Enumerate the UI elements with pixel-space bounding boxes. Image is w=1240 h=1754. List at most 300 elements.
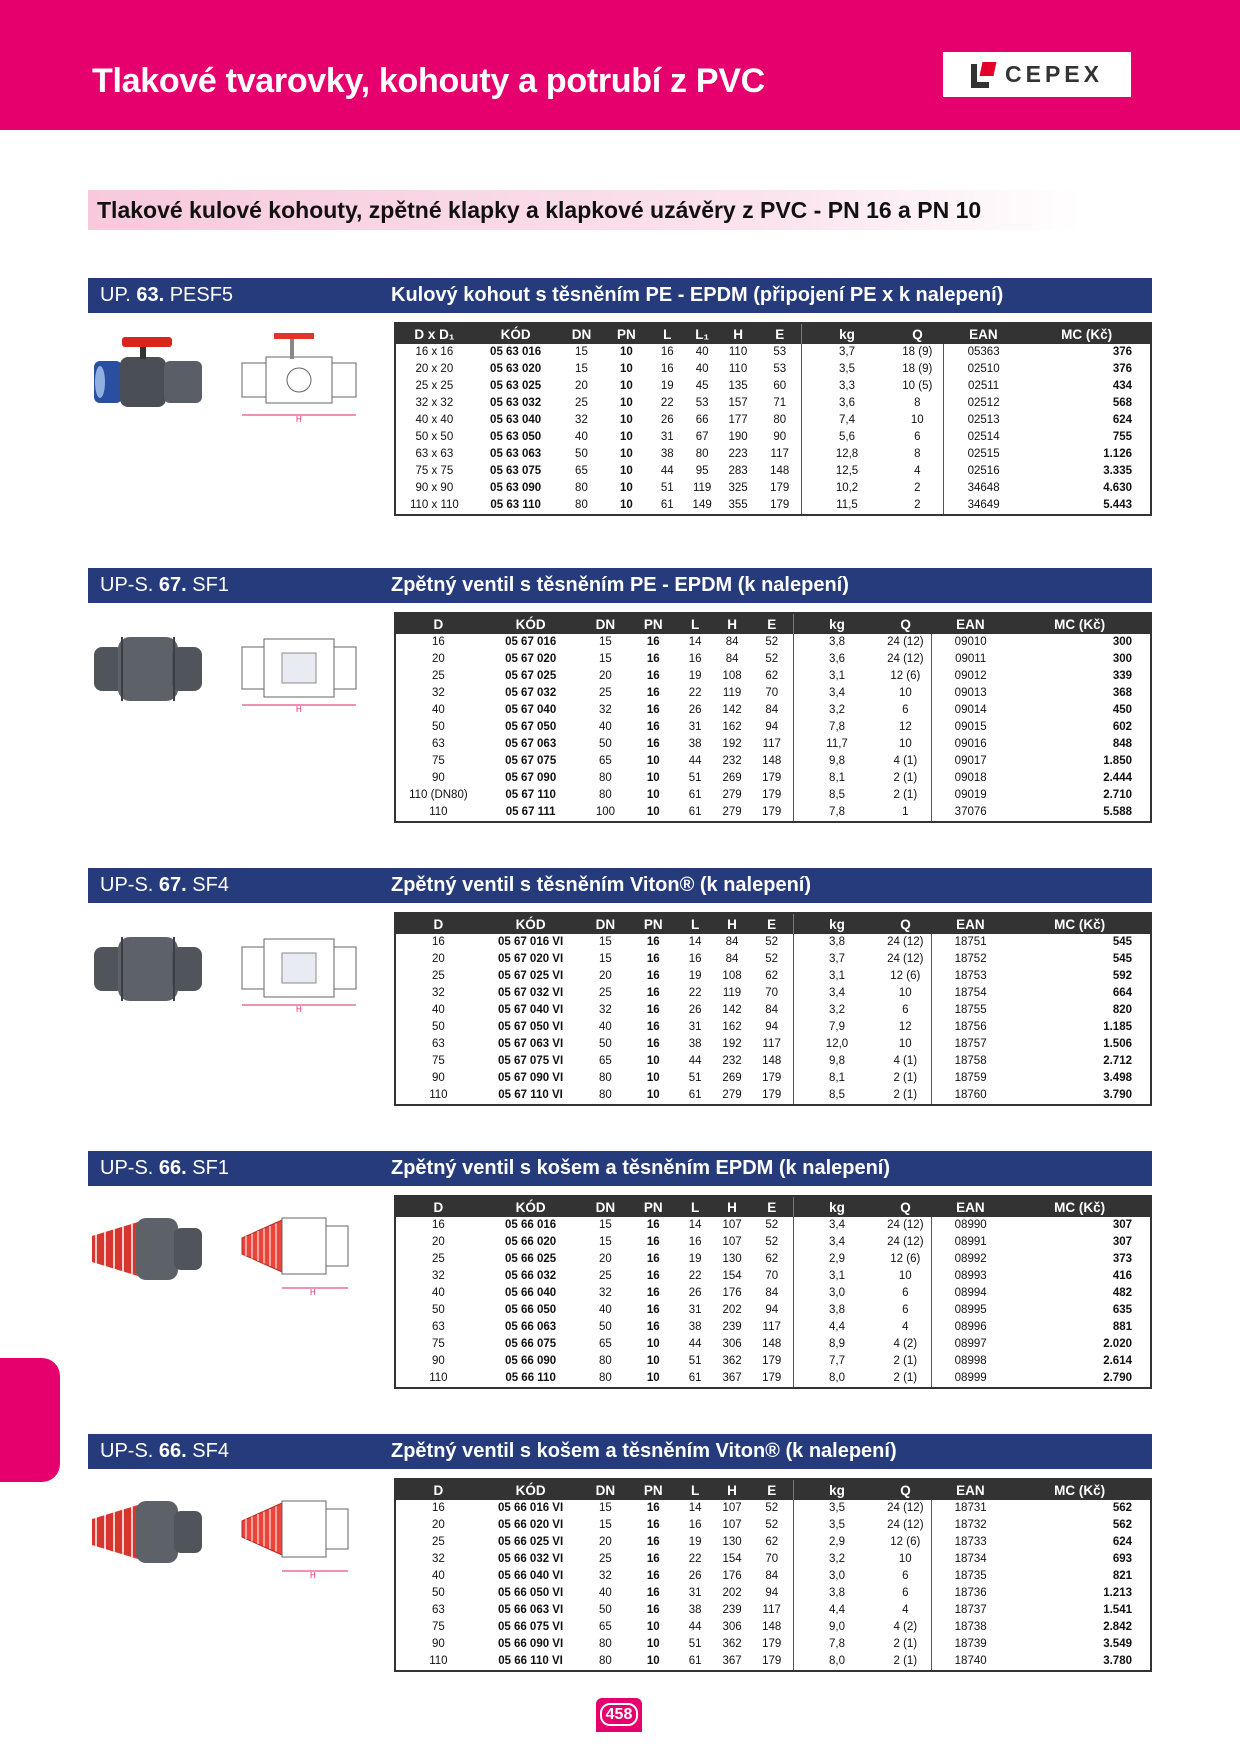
table-cell: 10 xyxy=(646,1621,660,1633)
table-cell: 18 (9) xyxy=(902,363,933,375)
table-cell: 4 (2) xyxy=(893,1338,918,1350)
table-cell: 8,5 xyxy=(794,787,880,804)
table-cell: 50 xyxy=(598,1038,612,1050)
table-cell: 7,7 xyxy=(794,1353,880,1370)
table-cell: 08994 xyxy=(932,1285,1010,1302)
table-row xyxy=(395,1285,1151,1302)
table-cell: 18754 xyxy=(931,985,1009,1002)
table-cell: 820 xyxy=(1112,1004,1132,1016)
table-cell: 16 xyxy=(660,363,674,375)
table-cell: 110 xyxy=(728,346,748,358)
table-cell: 18733 xyxy=(932,1534,1010,1551)
table-cell: 148 xyxy=(762,1621,782,1633)
section-code-prefix: UP. xyxy=(100,284,137,306)
table-cell: 279 xyxy=(722,1089,742,1101)
spec-table xyxy=(394,1478,1152,1672)
table-cell: 80 xyxy=(598,1638,612,1650)
section-title: Zpětný ventil s těsněním PE - EPDM (k nalepení) xyxy=(391,574,849,596)
table-cell: 12 (6) xyxy=(890,1536,921,1548)
table-cell: 192 xyxy=(722,1038,742,1050)
table-cell: 61 xyxy=(688,1655,702,1667)
table-cell: 05 67 025 xyxy=(505,670,557,682)
table-cell: 306 xyxy=(722,1621,742,1633)
table-cell: 37076 xyxy=(932,804,1010,822)
table-cell: 16 xyxy=(646,1587,660,1599)
table-row xyxy=(395,1568,1151,1585)
table-cell: 05 66 090 VI xyxy=(497,1638,564,1650)
table-cell: 179 xyxy=(762,1638,782,1650)
table-cell: 3,8 xyxy=(794,1585,880,1602)
column-header: PN xyxy=(630,913,676,934)
svg-text:H: H xyxy=(296,1005,302,1013)
table-cell: 40 xyxy=(431,1287,445,1299)
table-cell: 592 xyxy=(1112,970,1132,982)
table-cell: 149 xyxy=(692,499,712,511)
table-cell: 84 xyxy=(725,636,739,648)
column-header: H xyxy=(714,1479,750,1500)
table-cell: 19 xyxy=(688,970,702,982)
table-row xyxy=(395,1534,1151,1551)
table-cell: 08998 xyxy=(932,1353,1010,1370)
table-cell: 300 xyxy=(1112,636,1132,648)
column-header: Q xyxy=(880,1196,932,1217)
table-cell: 3.549 xyxy=(1103,1638,1132,1650)
table-cell: 80 xyxy=(773,414,787,426)
table-cell: 3,7 xyxy=(802,344,892,361)
table-cell: 90 xyxy=(431,1355,445,1367)
table-row xyxy=(395,1002,1151,1019)
table-cell: 50 xyxy=(432,721,445,733)
table-cell: 05 63 040 xyxy=(490,414,542,426)
table-cell: 110 x 110 xyxy=(409,499,459,511)
table-cell: 179 xyxy=(770,482,790,494)
table-cell: 117 xyxy=(762,1604,781,1616)
table-cell: 110 xyxy=(429,1089,448,1101)
table-cell: 31 xyxy=(688,1304,702,1316)
section-code-suffix: SF1 xyxy=(186,574,229,596)
table-cell: 279 xyxy=(722,806,742,818)
table-cell: 7,4 xyxy=(802,412,892,429)
table-cell: 624 xyxy=(1112,1536,1132,1548)
table-cell: 05 67 111 xyxy=(505,806,556,818)
table-cell: 25 xyxy=(598,1553,612,1565)
table-cell: 2.710 xyxy=(1103,789,1132,801)
table-cell: 32 xyxy=(431,1270,445,1282)
table-cell: 53 xyxy=(773,346,787,358)
table-cell: 602 xyxy=(1112,721,1132,733)
table-cell: 65 xyxy=(575,465,588,477)
table-cell: 84 xyxy=(765,704,779,716)
table-cell: 2,9 xyxy=(794,1534,880,1551)
column-header: kg xyxy=(794,613,880,634)
section-code xyxy=(100,574,229,597)
table-cell: 162 xyxy=(722,721,742,733)
table-row xyxy=(395,1217,1151,1234)
page-header xyxy=(0,0,1240,130)
table-cell: 12 xyxy=(898,721,912,733)
table-cell: 8,0 xyxy=(794,1653,880,1671)
table-cell: 20 xyxy=(431,1236,445,1248)
table-cell: 16 xyxy=(646,1253,660,1265)
table-cell: 05 63 110 xyxy=(490,499,541,511)
table-row xyxy=(395,1036,1151,1053)
table-cell: 108 xyxy=(722,970,742,982)
table-cell: 10 xyxy=(619,431,633,443)
table-cell: 44 xyxy=(688,1621,702,1633)
table-cell: 05 66 050 VI xyxy=(497,1587,564,1599)
table-cell: 16 xyxy=(646,1502,660,1514)
table-row xyxy=(395,1302,1151,1319)
table-cell: 22 xyxy=(688,1270,702,1282)
cepex-logo xyxy=(943,52,1131,97)
table-cell: 94 xyxy=(765,1587,779,1599)
table-cell: 2 xyxy=(914,499,921,511)
table-cell: 3.790 xyxy=(1103,1089,1132,1101)
table-cell: 05 67 025 VI xyxy=(497,970,564,982)
table-cell: 05 67 040 VI xyxy=(497,1004,564,1016)
table-cell: 24 (12) xyxy=(887,636,924,648)
table-cell: 15 xyxy=(599,653,612,665)
table-row xyxy=(395,787,1151,804)
page-subtitle: Tlakové kulové kohouty, zpětné klapky a klapkové uzávěry z PVC - PN 16 a PN 10 xyxy=(97,197,982,223)
table-cell: 50 xyxy=(598,1604,612,1616)
table-cell: 52 xyxy=(765,936,779,948)
table-header-row xyxy=(395,913,1151,934)
table-cell: 50 xyxy=(431,1304,445,1316)
table-cell: 562 xyxy=(1112,1519,1132,1531)
table-cell: 05 67 040 xyxy=(505,704,557,716)
table-cell: 15 xyxy=(598,1502,612,1514)
table-cell: 70 xyxy=(765,1270,779,1282)
table-cell: 12 (6) xyxy=(890,970,921,982)
table-cell: 19 xyxy=(688,1253,702,1265)
table-cell: 179 xyxy=(762,789,782,801)
table-cell: 14 xyxy=(688,1219,702,1231)
column-header: Q xyxy=(880,1479,932,1500)
table-cell: 02512 xyxy=(943,395,1023,412)
table-cell: 110 xyxy=(429,806,448,818)
column-header: kg xyxy=(802,323,892,344)
table-cell: 8,9 xyxy=(794,1336,880,1353)
spec-table xyxy=(394,912,1152,1106)
table-cell: 20 xyxy=(599,670,612,682)
column-header: MC (Kč) xyxy=(1009,913,1151,934)
table-cell: 61 xyxy=(688,806,702,818)
table-cell: 16 xyxy=(646,1270,660,1282)
table-cell: 08997 xyxy=(932,1336,1010,1353)
table-cell: 119 xyxy=(722,687,742,699)
table-cell: 179 xyxy=(762,1089,782,1101)
table-cell: 5,6 xyxy=(802,429,892,446)
table-cell: 117 xyxy=(762,1321,781,1333)
table-header-row xyxy=(395,1196,1151,1217)
table-header-row xyxy=(395,323,1151,344)
table-cell: 32 xyxy=(575,414,588,426)
table-cell: 52 xyxy=(765,653,779,665)
table-cell: 10 xyxy=(619,380,633,392)
table-row xyxy=(395,1619,1151,1636)
table-cell: 63 xyxy=(431,1321,445,1333)
table-cell: 107 xyxy=(722,1236,742,1248)
table-cell: 154 xyxy=(722,1270,742,1282)
table-cell: 10 xyxy=(646,1089,660,1101)
table-cell: 05 66 032 xyxy=(504,1270,557,1282)
table-cell: 09012 xyxy=(932,668,1010,685)
table-row xyxy=(395,1268,1151,1285)
table-cell: 31 xyxy=(688,1587,702,1599)
table-cell: 2 (1) xyxy=(893,772,918,784)
column-header: DN xyxy=(580,1196,630,1217)
table-cell: 84 xyxy=(725,936,739,948)
table-cell: 02510 xyxy=(943,361,1023,378)
table-row xyxy=(395,1251,1151,1268)
table-row xyxy=(395,344,1151,361)
table-cell: 16 xyxy=(646,1038,660,1050)
svg-text:H: H xyxy=(310,1571,316,1579)
svg-text:H: H xyxy=(310,1288,316,1296)
table-cell: 50 xyxy=(431,1021,445,1033)
table-cell: 3,4 xyxy=(794,1234,880,1251)
table-row xyxy=(395,1585,1151,1602)
table-cell: 3,5 xyxy=(794,1500,880,1517)
table-cell: 635 xyxy=(1112,1304,1132,1316)
table-cell: 16 xyxy=(646,1553,660,1565)
table-cell: 62 xyxy=(765,1536,779,1548)
table-cell: 32 xyxy=(598,1287,612,1299)
table-cell: 18 (9) xyxy=(902,346,933,358)
column-header: D xyxy=(395,913,481,934)
table-cell: 62 xyxy=(765,670,779,682)
table-cell: 40 xyxy=(695,363,709,375)
table-cell: 3,4 xyxy=(794,985,880,1002)
table-cell: 02514 xyxy=(943,429,1023,446)
table-cell: 15 xyxy=(599,636,612,648)
table-cell: 05 66 020 VI xyxy=(497,1519,564,1531)
table-cell: 05 67 075 VI xyxy=(497,1055,564,1067)
table-row xyxy=(395,395,1151,412)
table-cell: 52 xyxy=(765,1236,779,1248)
table-cell: 9,8 xyxy=(794,1053,880,1070)
table-cell: 05 67 075 xyxy=(505,755,557,767)
table-cell: 67 xyxy=(695,431,709,443)
column-header: KÓD xyxy=(481,613,581,634)
table-cell: 05 66 016 xyxy=(504,1219,557,1231)
column-header: E xyxy=(750,913,794,934)
table-cell: 14 xyxy=(688,936,702,948)
table-cell: 26 xyxy=(688,704,702,716)
table-cell: 32 xyxy=(431,987,445,999)
table-cell: 2 (1) xyxy=(893,789,918,801)
table-cell: 1.126 xyxy=(1103,448,1132,460)
spec-table xyxy=(394,1195,1152,1389)
table-cell: 142 xyxy=(722,1004,742,1016)
table-cell: 18752 xyxy=(931,951,1009,968)
table-cell: 08993 xyxy=(932,1268,1010,1285)
table-cell: 02515 xyxy=(943,446,1023,463)
table-cell: 8,5 xyxy=(794,1087,880,1105)
table-cell: 20 x 20 xyxy=(415,363,454,375)
table-cell: 821 xyxy=(1112,1570,1132,1582)
section-title: Kulový kohout s těsněním PE - EPDM (připojení PE x k nalepení) xyxy=(391,284,1004,306)
table-cell: 19 xyxy=(688,1536,702,1548)
table-cell: 80 xyxy=(598,1089,612,1101)
table-cell: 8,1 xyxy=(794,770,880,787)
table-cell: 154 xyxy=(722,1553,742,1565)
column-header: KÓD xyxy=(481,913,581,934)
table-cell: 279 xyxy=(722,789,742,801)
table-cell: 84 xyxy=(765,1004,779,1016)
table-cell: 848 xyxy=(1112,738,1132,750)
table-cell: 3,1 xyxy=(794,668,880,685)
table-cell: 3.780 xyxy=(1103,1655,1132,1667)
table-cell: 1 xyxy=(902,806,909,818)
table-cell: 307 xyxy=(1112,1219,1132,1231)
table-cell: 10 xyxy=(619,397,633,409)
table-cell: 31 xyxy=(688,721,702,733)
table-cell: 117 xyxy=(770,448,789,460)
table-cell: 16 xyxy=(646,1570,660,1582)
table-cell: 05 67 110 VI xyxy=(498,1089,563,1101)
table-cell: 7,8 xyxy=(794,719,880,736)
table-cell: 05 67 063 xyxy=(505,738,557,750)
table-cell: 61 xyxy=(688,789,702,801)
table-cell: 10 xyxy=(646,806,660,818)
table-cell: 8 xyxy=(914,448,921,460)
table-cell: 3,7 xyxy=(794,951,880,968)
table-row xyxy=(395,736,1151,753)
table-cell: 10 xyxy=(646,1072,660,1084)
column-header: PN xyxy=(630,1479,676,1500)
table-row xyxy=(395,1087,1151,1105)
table-cell: 80 xyxy=(598,1655,612,1667)
table-cell: 53 xyxy=(773,363,787,375)
table-cell: 09017 xyxy=(932,753,1010,770)
column-header: H xyxy=(718,323,758,344)
table-row xyxy=(395,668,1151,685)
table-cell: 10 xyxy=(619,465,633,477)
table-cell: 416 xyxy=(1112,1270,1132,1282)
table-cell: 6 xyxy=(902,1587,909,1599)
section-code-prefix: UP-S. xyxy=(100,1440,159,1462)
table-cell: 40 xyxy=(431,1570,445,1582)
table-cell: 25 xyxy=(431,970,445,982)
table-cell: 44 xyxy=(660,465,674,477)
table-cell: 16 xyxy=(646,1321,660,1333)
column-header: L xyxy=(676,1196,714,1217)
table-row xyxy=(395,1353,1151,1370)
table-cell: 05 66 110 VI xyxy=(498,1655,563,1667)
table-cell: 2 xyxy=(914,482,921,494)
table-cell: 148 xyxy=(762,1055,782,1067)
table-cell: 2 (1) xyxy=(893,1655,918,1667)
column-header: EAN xyxy=(931,913,1009,934)
table-cell: 22 xyxy=(660,397,674,409)
table-cell: 34648 xyxy=(943,480,1023,497)
table-row xyxy=(395,934,1151,951)
table-row xyxy=(395,634,1151,651)
table-cell: 1.185 xyxy=(1103,1021,1132,1033)
foot-valve-icon xyxy=(92,1489,204,1569)
table-cell: 51 xyxy=(688,1355,702,1367)
table-cell: 8 xyxy=(914,397,921,409)
column-header: Q xyxy=(880,913,932,934)
table-cell: 40 xyxy=(575,431,588,443)
table-row xyxy=(395,685,1151,702)
table-cell: 4 xyxy=(914,465,921,477)
table-cell: 148 xyxy=(762,755,782,767)
column-header: EAN xyxy=(932,613,1010,634)
table-cell: 05 67 020 VI xyxy=(497,953,564,965)
table-cell: 6 xyxy=(902,1287,909,1299)
svg-text:H: H xyxy=(296,415,302,423)
table-row xyxy=(395,1336,1151,1353)
table-cell: 25 x 25 xyxy=(415,380,454,392)
table-cell: 108 xyxy=(722,670,742,682)
column-header: D x D₁ xyxy=(395,323,473,344)
table-cell: 18758 xyxy=(931,1053,1009,1070)
table-cell: 65 xyxy=(598,1055,612,1067)
table-cell: 40 x 40 xyxy=(415,414,454,426)
table-cell: 31 xyxy=(688,1021,702,1033)
column-header: L xyxy=(676,913,714,934)
table-cell: 4,4 xyxy=(794,1319,880,1336)
section-code-suffix: SF4 xyxy=(186,1440,229,1462)
column-header: DN xyxy=(580,913,630,934)
table-cell: 339 xyxy=(1112,670,1132,682)
column-header: kg xyxy=(794,1479,880,1500)
section-code-number: 67. xyxy=(158,574,187,596)
table-cell: 545 xyxy=(1112,936,1132,948)
table-cell: 2 (1) xyxy=(893,1072,918,1084)
table-cell: 05 63 020 xyxy=(490,363,542,375)
table-cell: 12,8 xyxy=(802,446,892,463)
cepex-logo-icon xyxy=(971,62,997,88)
table-cell: 2 (1) xyxy=(893,1638,918,1650)
table-cell: 10 xyxy=(898,1270,912,1282)
table-cell: 110 xyxy=(728,363,748,375)
table-cell: 24 (12) xyxy=(887,1236,924,1248)
table-cell: 16 xyxy=(688,953,702,965)
table-cell: 148 xyxy=(762,1338,782,1350)
table-cell: 325 xyxy=(728,482,748,494)
table-cell: 08992 xyxy=(932,1251,1010,1268)
table-row xyxy=(395,378,1151,395)
table-cell: 2.444 xyxy=(1103,772,1132,784)
table-row xyxy=(395,753,1151,770)
table-cell: 05 66 032 VI xyxy=(497,1553,564,1565)
table-cell: 61 xyxy=(688,1372,702,1384)
table-cell: 45 xyxy=(695,380,709,392)
table-cell: 10 xyxy=(619,363,633,375)
table-cell: 84 xyxy=(725,953,739,965)
table-cell: 02511 xyxy=(943,378,1023,395)
table-cell: 26 xyxy=(688,1004,702,1016)
table-cell: 20 xyxy=(431,1519,445,1531)
column-header: PN xyxy=(630,1196,676,1217)
table-cell: 40 xyxy=(598,1304,612,1316)
table-cell: 65 xyxy=(598,1338,612,1350)
table-cell: 05 63 075 xyxy=(490,465,542,477)
table-cell: 32 xyxy=(598,1570,612,1582)
table-cell: 6 xyxy=(902,1004,909,1016)
table-cell: 110 xyxy=(429,1372,448,1384)
table-row xyxy=(395,412,1151,429)
table-cell: 18736 xyxy=(932,1585,1010,1602)
column-header: H xyxy=(714,1196,750,1217)
table-cell: 62 xyxy=(765,970,779,982)
table-cell: 2.842 xyxy=(1103,1621,1132,1633)
table-cell: 2.790 xyxy=(1103,1372,1132,1384)
